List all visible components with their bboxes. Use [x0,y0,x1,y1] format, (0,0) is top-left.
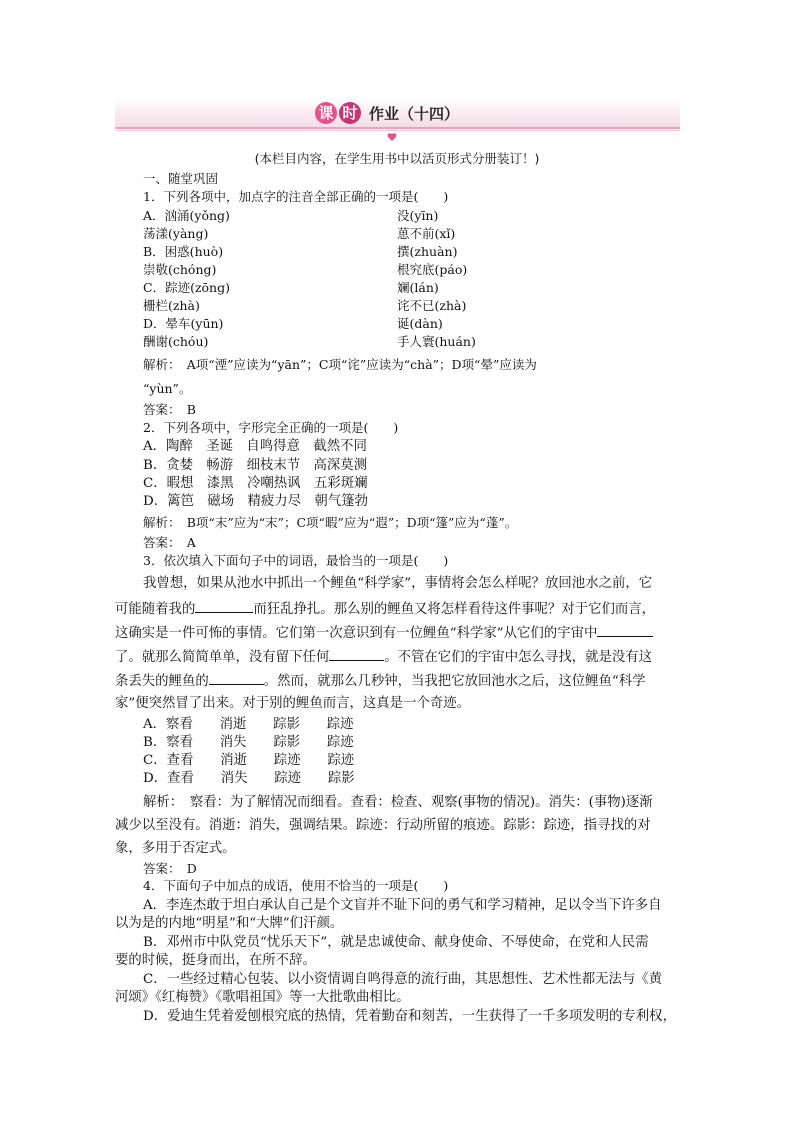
q3-passage-line4 [115,646,652,668]
q4-option-a-line2: 以为是的内地“明星”和“大牌”们汗颜。 [115,916,344,931]
q1-option-b3: 崇敬(chóng) [143,262,217,277]
badge-ke: 课 [315,102,337,124]
q4-stem: 4．下面句子中加点的成语，使用不恰当的一项是( ) [143,878,449,893]
banner-divider [115,127,680,129]
q1-option-d1: D．晕车(yūn) [143,316,224,331]
q3-passage-text: 。然而，就那么几秒钟，当我把它放回池水之后，这位鲤鱼“科学 [263,674,646,689]
q1-option-d2: 诞(dàn) [397,316,443,331]
q3-stem: 3．依次填入下面句子中的词语，最恰当的一项是( ) [143,553,449,568]
q1-analysis: 解析： A项“湮”应读为“yān”；C项“诧”应读为“chà”；D项“晕”应读为 [143,357,537,372]
q3-blank-4 [209,670,264,685]
q3-passage-text: 可能随着我的 [115,602,196,617]
q1-option-c4: 诧不已(zhà) [397,298,467,313]
q2-stem: 2．下列各项中，字形完全正确的一项是( ) [143,420,399,435]
q1-stem: 1．下列各项中，加点字的注音全部正确的一项是( ) [143,189,449,204]
q1-option-b4: 根究底(páo) [397,262,468,277]
heart-icon [387,132,397,142]
q4-option-b-line1: B．邓州市中队党员“忧乐天下”，就是忠诚使命、献身使命、不辱使命，在党和人民需 [143,935,649,950]
q3-blank-1 [195,598,253,613]
badge-shi: 时 [339,102,361,124]
q3-blank-3 [329,646,384,661]
q2-answer: 答案： A [143,535,196,550]
q1-option-a3: 荡漾(yàng) [143,226,209,241]
q3-passage-text: 了。就那么简简单单，没有留下任何 [115,650,330,665]
q3-passage-line3 [115,622,653,644]
q3-option-c: C．查看 消逝 踪迹 踪迹 [143,753,355,768]
q3-option-b: B．察看 消失 踪影 踪迹 [143,735,354,750]
banner-title [315,100,459,126]
q1-option-c3: 栅栏(zhà) [143,298,200,313]
q4-option-b-line2: 要的时候，挺身而出，在所不辞。 [115,953,316,968]
q3-blank-2 [597,622,653,637]
q2-option-d: D．篱笆 磁场 精疲力尽 朝气篷勃 [143,494,368,509]
q3-passage-line6: 家”便突然冒了出来。对于别的鲤鱼而言，这真是一个奇迹。 [115,696,470,711]
q1-answer: 答案： B [143,402,196,417]
q4-option-d-line1: D．爱迪生凭着爱刨根究底的热情，凭着勤奋和刻苦，一生获得了一千多项发明的专利权， [143,1009,676,1024]
q2-option-b: B．贪婪 畅游 细枝末节 高深莫测 [143,458,368,473]
q1-option-b1: B．困惑(huò) [143,244,224,259]
q1-analysis-cont: “yùn”。 [143,381,192,396]
q3-passage-text: 而狂乱挣扎。那么别的鲤鱼又将怎样看待这件事呢？对于它们而言， [253,602,656,617]
q3-passage-text: 。不管在它们的宇宙中怎么寻找，就是没有这 [384,650,653,665]
q1-option-a4: 葸不前(xǐ) [397,226,456,241]
q3-passage-line2 [115,598,655,620]
q3-passage-line1: 我曾想，如果从池水中抓出一个鲤鱼“科学家”，事情将会怎么样呢？放回池水之前，它 [143,576,653,591]
q3-passage-line5 [115,670,646,692]
q1-option-b2: 撰(zhuàn) [397,244,458,259]
q2-option-c: C．暇想 漆黑 冷嘲热讽 五彩斑斓 [143,476,368,491]
q1-option-a1: A．汹涌(yǒng) [143,208,230,223]
q1-option-c1: C．踪迹(zōng) [143,280,230,295]
q1-option-a2: 没(yīn) [397,208,439,223]
q3-option-a: A．察看 消逝 踪影 踪迹 [143,717,354,732]
q3-passage-text: 条丢失的鲤鱼的 [115,674,209,689]
header-banner [115,97,680,137]
q1-option-d3: 酬谢(chóu) [143,334,209,349]
q4-option-c-line1: C．一些经过精心包装、以小资情调自鸣得意的流行曲，其思想性、艺术性都无法与《黄 [143,972,663,987]
q4-option-a-line1: A．李连杰敢于坦白承认自己是个文盲并不耻下问的勇气和学习精神，足以令当下许多自 [143,898,662,913]
binding-note: (本栏目内容，在学生用书中以活页形式分册装订！) [254,151,540,166]
q1-option-c2: 斓(lán) [397,280,439,295]
page-title: 作业（十四） [369,104,460,123]
q3-option-d: D．查看 消失 踪迹 踪影 [143,771,355,786]
q3-passage-text: 这确实是一件可怖的事情。它们第一次意识到有一位鲤鱼“科学家”从它们的宇宙中 [115,626,598,641]
q1-option-d4: 手人寰(huán) [397,334,476,349]
q2-option-a: A．陶醉 圣诞 自鸣得意 截然不同 [143,439,367,454]
q4-option-c-line2: 河颂》《红梅赞》《歌唱祖国》等一大批歌曲相比。 [115,990,410,1005]
q3-analysis-line3: 象，多用于否定式。 [115,841,236,856]
q2-analysis: 解析： B项“末”应为“末”；C项“暇”应为“遐”；D项“篷”应为“蓬”。 [143,515,518,530]
banner-divider-thin [115,130,680,131]
q3-answer: 答案： D [143,861,197,876]
section-heading: 一、随堂巩固 [143,171,219,186]
q3-analysis-line2: 减少以至没有。消逝：消失，强调结果。踪迹：行动所留的痕迹。踪影：踪迹，指寻找的对 [115,818,651,833]
q3-analysis-line1: 解析： 察看：为了解情况而细看。查看：检查、观察(事物的情况)。消失：(事物)逐渐 [143,795,653,810]
